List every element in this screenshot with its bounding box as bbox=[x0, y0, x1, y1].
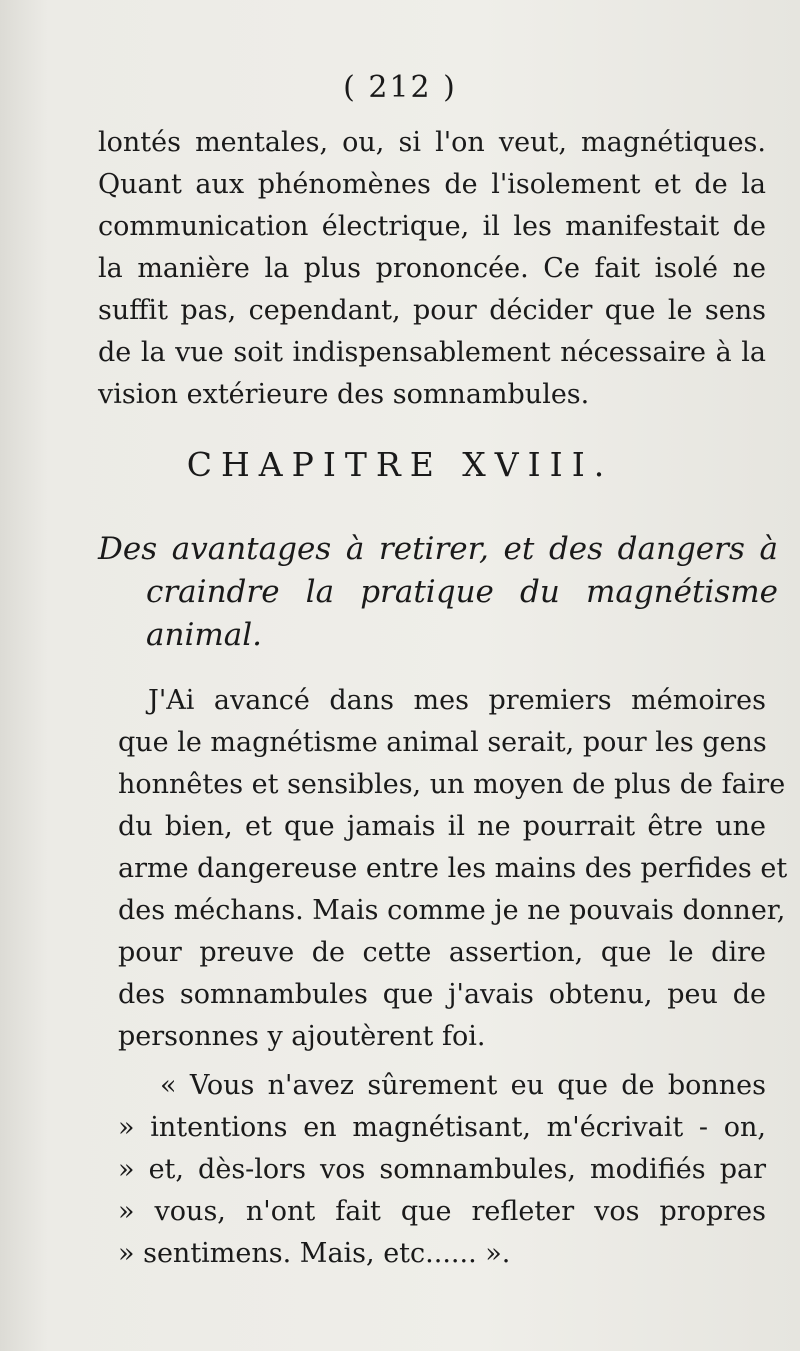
chapter-title: CHAPITRE XVIII. bbox=[186, 445, 614, 484]
text-line: Quant aux phénomènes de l'isolement et de la bbox=[98, 169, 766, 200]
quote-line: » intentions en magnétisant, m'écrivait - on, bbox=[118, 1112, 766, 1143]
paragraph-main bbox=[118, 680, 788, 1058]
text-line: pour preuve de cette assertion, que le dire bbox=[118, 937, 766, 968]
text-line: vision extérieure des somnambules. bbox=[98, 379, 590, 410]
text-line: lontés mentales, ou, si l'on veut, magnétiques. bbox=[98, 127, 766, 158]
text-line: J'Ai avancé dans mes premiers mémoires bbox=[148, 685, 766, 716]
text-line: des somnambules que j'avais obtenu, peu de bbox=[118, 979, 766, 1010]
quote-line: » vous, n'ont fait que refleter vos propres bbox=[118, 1196, 766, 1227]
text-line: de la vue soit indispensablement nécessaire à la bbox=[98, 337, 766, 368]
text-line: personnes y ajoutèrent foi. bbox=[118, 1021, 486, 1052]
quotation bbox=[118, 1065, 766, 1275]
text-line: du bien, et que jamais il ne pourrait être une bbox=[118, 811, 766, 842]
text-line: la manière la plus prononcée. Ce fait isolé ne bbox=[98, 253, 766, 284]
subtitle-line: craindre la pratique du magnétisme bbox=[146, 574, 778, 610]
quote-line: » sentimens. Mais, etc...... ». bbox=[118, 1238, 511, 1269]
text-line: honnêtes et sensibles, un moyen de plus de faire bbox=[118, 769, 786, 800]
text-line: suffit pas, cependant, pour décider que le sens bbox=[98, 295, 766, 326]
text-line: que le magnétisme animal serait, pour les gens bbox=[118, 727, 767, 758]
subtitle-line: Des avantages à retirer, et des dangers à bbox=[98, 531, 778, 567]
subtitle-line: animal. bbox=[146, 617, 263, 653]
text-line: arme dangereuse entre les mains des perfides et bbox=[118, 853, 788, 884]
paragraph-continuation bbox=[98, 122, 766, 416]
quote-line: « Vous n'avez sûrement eu que de bonnes bbox=[160, 1070, 766, 1101]
text-line: des méchans. Mais comme je ne pouvais donner, bbox=[118, 895, 786, 926]
quote-line: » et, dès-lors vos somnambules, modifiés par bbox=[118, 1154, 766, 1185]
page-number: ( 212 ) bbox=[343, 70, 457, 105]
text-line: communication électrique, il les manifestait de bbox=[98, 211, 766, 242]
chapter-subtitle bbox=[98, 528, 778, 657]
